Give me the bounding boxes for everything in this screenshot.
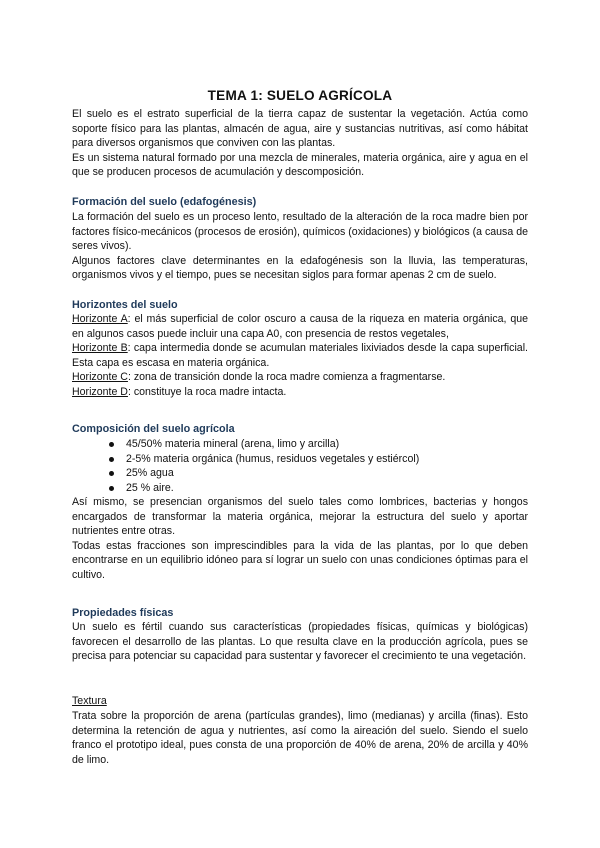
composicion-list	[72, 437, 528, 495]
section-heading: Horizontes del suelo	[72, 299, 178, 311]
composicion-body	[72, 495, 528, 582]
horizonte-text: : constituye la roca madre intacta.	[127, 385, 287, 398]
formacion-paragraph: Algunos factores clave determinantes en la edafogénesis son la lluvia, las temperaturas, organismos vivos y el tiempo, pues se necesitan siglos para formar apenas 2 cm de suelo.	[72, 254, 528, 281]
horizonte-item	[72, 385, 528, 400]
composicion-list-wrap	[72, 437, 528, 495]
intro-paragraph: Es un sistema natural formado por una mezcla de minerales, materia orgánica, aire y agua en el que se producen procesos de acumulación y descomposición.	[72, 151, 528, 178]
document-title: TEMA 1: SUELO AGRÍCOLA	[207, 88, 393, 103]
formacion-section	[72, 195, 528, 210]
composicion-section	[72, 422, 528, 437]
subsection-heading: Textura	[72, 695, 107, 707]
section-heading: Propiedades físicas	[72, 607, 174, 619]
section-heading: Formación del suelo (edafogénesis)	[72, 196, 257, 208]
list-item: 2-5% materia orgánica (humus, residuos vegetales y estiércol)	[72, 452, 528, 467]
horizonte-item	[72, 341, 528, 370]
horizonte-label: Horizonte A	[72, 313, 128, 325]
textura-paragraph: Trata sobre la proporción de arena (partículas grandes), limo (medianas) y arcilla (finas). Esto determina la retención de agua y nutrientes, así como la aireación del suelo. Siendo el suelo franco el prototipo ideal, pues consta de una proporción de 40% de arena, 20% de arcilla y 40% de limo.	[72, 710, 528, 766]
formacion-paragraph: La formación del suelo es un proceso lento, resultado de la alteración de la roca madre bien por factores físico-mecánicos (procesos de erosión), químicos (oxidaciones) y biológicos (a causa de seres vivos).	[72, 211, 528, 252]
propiedades-section	[72, 606, 528, 621]
composicion-paragraph: Todas estas fracciones son imprescindibles para la vida de las plantas, por lo que deben encontrarse en un equilibrio idóneo para sí lograr un suelo con unas condiciones óptimas para el cultivo.	[72, 539, 528, 581]
horizontes-body	[72, 312, 528, 399]
horizontes-section	[72, 298, 528, 313]
propiedades-paragraph: Un suelo es fértil cuando sus características (propiedades físicas, químicas y biológicas) favorecen el desarrollo de las plantas. Lo que resulta clave en la producción agrícola, pues se precisa para potenciar su capacidad para sustentar y favorecer el crecimiento te una vegetación.	[72, 621, 528, 662]
textura-body	[72, 709, 528, 767]
horizonte-label: Horizonte D	[72, 385, 128, 398]
intro-paragraph: El suelo es el estrato superficial de la tierra capaz de sustentar la vegetación. Actúa como soporte físico para las plantas, almacén de agua, aire y sustancias nutritivas, así como hábitat para diversos organismos que conviven con las plantas.	[72, 108, 528, 149]
textura-section	[72, 694, 528, 709]
horizonte-text: : zona de transición donde la roca madre comienza a fragmentarse.	[127, 371, 446, 383]
list-item: 25 % aire.	[72, 481, 528, 496]
horizonte-label: Horizonte B	[72, 342, 128, 354]
propiedades-body	[72, 620, 528, 664]
horizonte-item	[72, 370, 528, 385]
list-item: 25% agua	[72, 466, 528, 481]
horizonte-text: : el más superficial de color oscuro a causa de la riqueza en materia orgánica, que en algunos casos puede incluir una capa A0, con presencia de restos vegetales,	[72, 313, 529, 340]
intro-section	[72, 107, 528, 180]
horizonte-label: Horizonte C	[72, 371, 128, 383]
horizonte-item	[72, 312, 528, 341]
formacion-body	[72, 210, 528, 283]
composicion-paragraph: Así mismo, se presencian organismos del suelo tales como lombrices, bacterias y hongos encargados de transformar la materia orgánica, mejorar la estructura del suelo y aportar nutrientes entre otras.	[72, 496, 528, 537]
list-item: 45/50% materia mineral (arena, limo y arcilla)	[72, 437, 528, 452]
horizonte-text: : capa intermedia donde se acumulan materiales lixiviados desde la capa superficial. Esta capa es escasa en materia orgánica.	[72, 342, 528, 369]
section-heading: Composición del suelo agrícola	[72, 423, 235, 435]
